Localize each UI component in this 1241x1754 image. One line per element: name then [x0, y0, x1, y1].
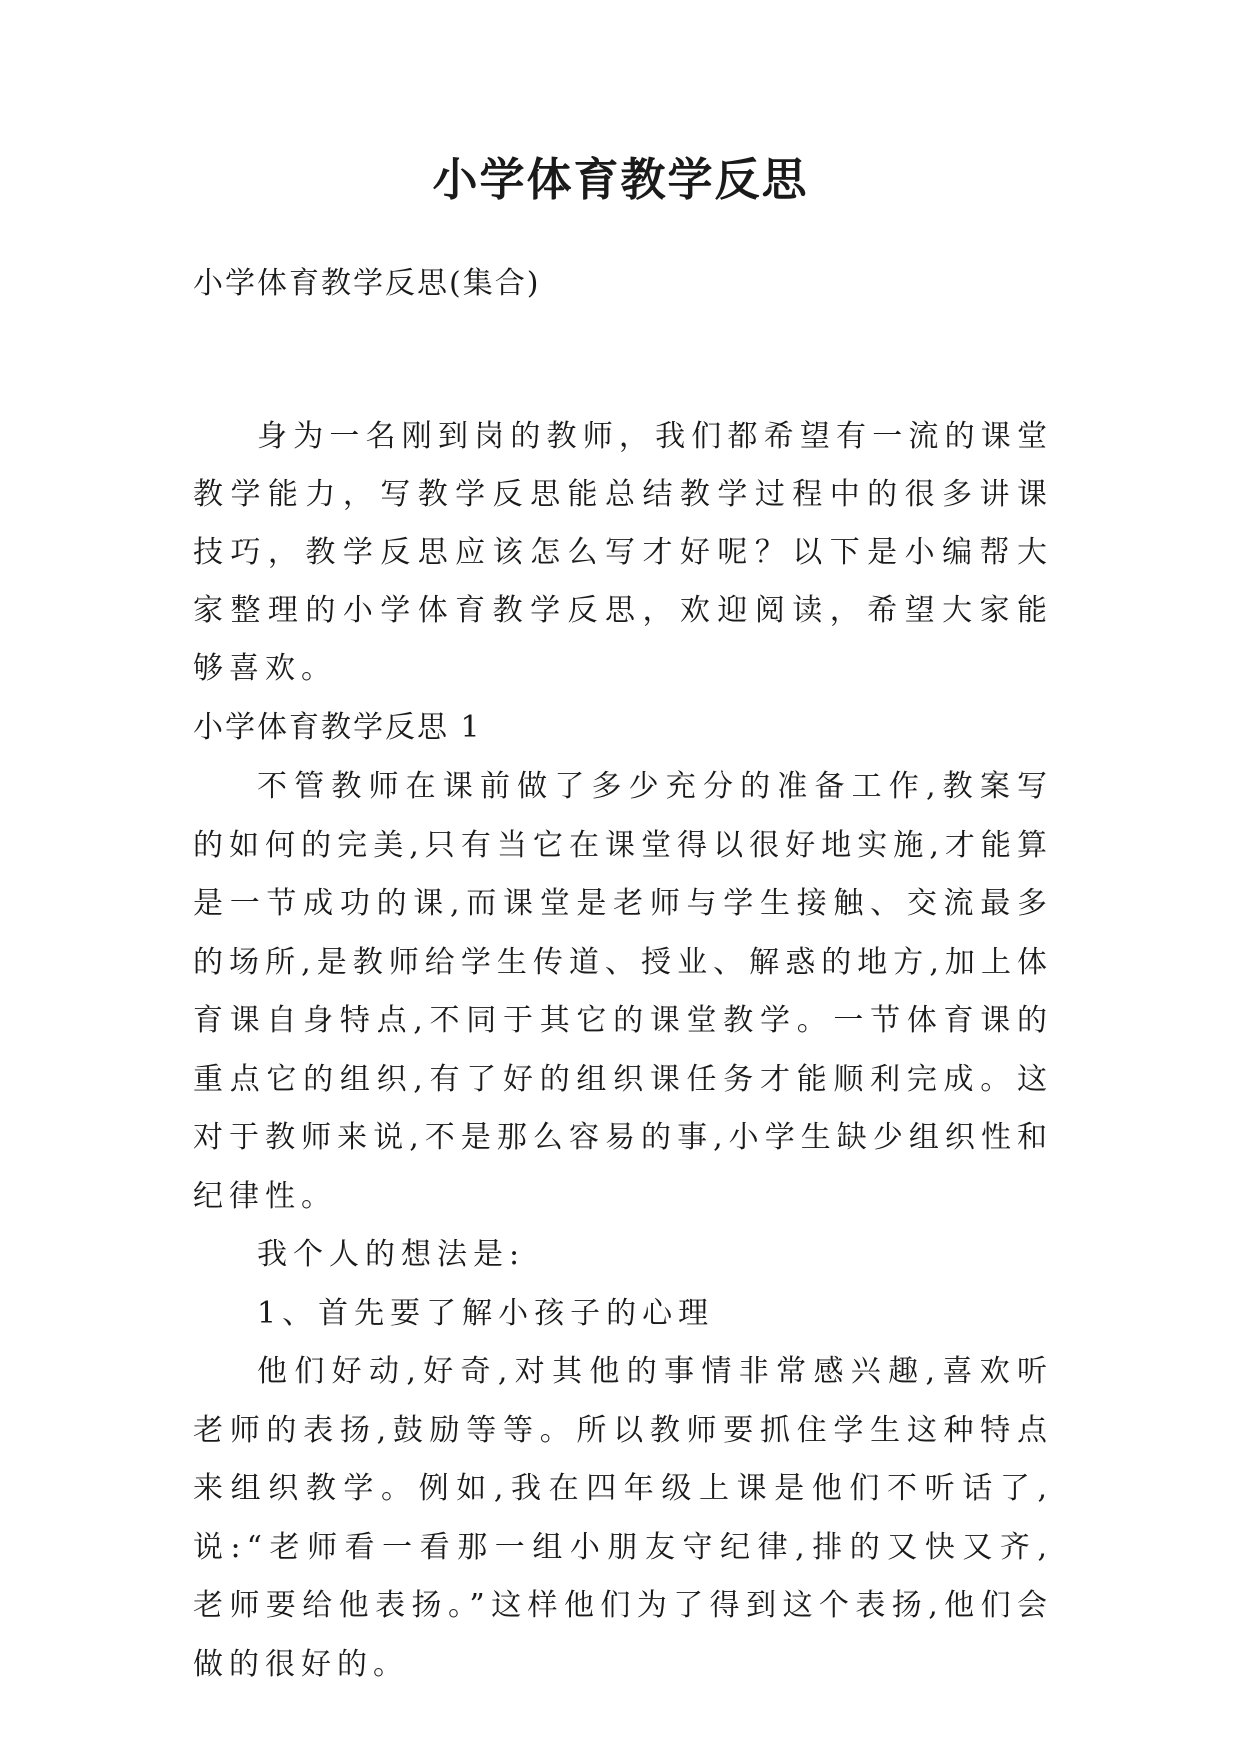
- body-paragraph: 他们好动,好奇,对其他的事情非常感兴趣,喜欢听老师的表扬,鼓励等等。所以教师要抓住学生这种特点来组织教学。例如,我在四年级上课是他们不听话了,说:“老师看一看那一组小朋友守纪律,排的又快又齐,老师要给他表扬。”这样他们为了得到这个表扬,他们会做的很好的。: [193, 1354, 1053, 1682]
- intro-paragraph: 身为一名刚到岗的教师，我们都希望有一流的课堂教学能力，写教学反思能总结教学过程中的很多讲课技巧，教学反思应该怎么写才好呢？以下是小编帮大家整理的小学体育教学反思，欢迎阅读，希望大家能够喜欢。: [193, 419, 1053, 686]
- document-title: 小学体育教学反思: [432, 153, 809, 206]
- body-paragraph: 不管教师在课前做了多少充分的准备工作,教案写的如何的完美,只有当它在课堂得以很好地实施,才能算是一节成功的课,而课堂是老师与学生接触、交流最多的场所,是教师给学生传道、授业、解惑的地方,加上体育课自身特点,不同于其它的课堂教学。一节体育课的重点它的组织,有了好的组织课任务才能顺利完成。这对于教师来说,不是那么容易的事,小学生缺少组织性和纪律性。: [193, 769, 1053, 1214]
- section-body: [193, 758, 1053, 1694]
- body-paragraph: 我个人的想法是:: [257, 1237, 526, 1272]
- document-subtitle: 小学体育教学反思(集合): [193, 266, 541, 301]
- body-paragraph: 1、首先要了解小孩子的心理: [257, 1295, 715, 1331]
- section-heading: 小学体育教学反思 1: [193, 710, 482, 745]
